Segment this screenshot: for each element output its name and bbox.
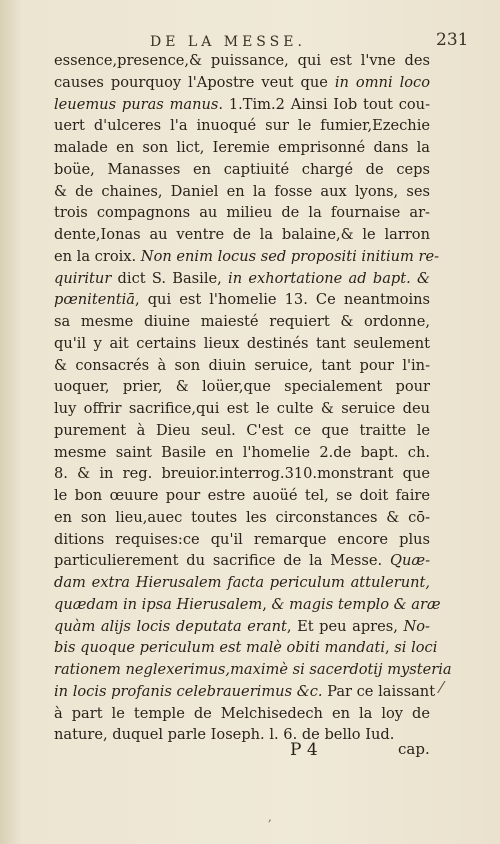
latin-quotation: si loci xyxy=(394,639,438,657)
text-line xyxy=(54,485,430,507)
running-title: DE LA MESSE. xyxy=(150,34,306,50)
latin-quotation: dam extra Hierusalem facta periculum attulerunt, xyxy=(54,574,430,591)
latin-quotation: & magis templo & aræ xyxy=(271,595,441,613)
latin-quotation: in exhortatione ad bapt. & xyxy=(228,269,430,287)
text-line xyxy=(54,616,430,638)
text-run: . 1.Tim.2 Ainsi Iob tout cou- xyxy=(218,95,431,113)
body-text xyxy=(54,50,452,746)
text-line xyxy=(54,289,430,311)
text-run: luy offrir sacrifice,qui est le culte & seruice deu xyxy=(54,400,430,417)
text-line xyxy=(54,550,430,572)
text-run: , xyxy=(385,639,395,657)
text-line xyxy=(54,637,438,659)
text-run: , xyxy=(262,595,272,613)
text-line xyxy=(54,398,430,420)
text-line xyxy=(54,333,430,355)
text-run: dente,Ionas au ventre de la balaine,& le larron xyxy=(54,226,430,243)
latin-quotation: quàm alijs locis deputata erant xyxy=(54,617,287,635)
text-line xyxy=(54,420,430,442)
text-line xyxy=(54,311,430,333)
text-run: 8. & in reg. breuior.interrog.310.monstrant que xyxy=(54,465,430,483)
text-run: Par ce laissant xyxy=(322,682,436,700)
text-line xyxy=(54,202,430,224)
text-run: essence,presence,& puissance, qui est l'vne des xyxy=(54,52,430,69)
text-run: en la croix. xyxy=(54,247,141,265)
text-line xyxy=(54,681,436,703)
latin-quotation: Quæ- xyxy=(389,552,430,570)
latin-quotation: rationem neglexerimus,maximè si sacerdotij mysteria xyxy=(54,661,452,678)
text-line xyxy=(54,703,430,725)
text-run: trois compagnons au milieu de la fournaise ar- xyxy=(54,204,430,222)
text-line xyxy=(54,572,430,594)
text-line xyxy=(54,507,430,529)
text-line xyxy=(54,137,430,159)
text-line xyxy=(54,355,430,377)
latin-quotation: in omni loco xyxy=(334,73,430,91)
text-line xyxy=(54,224,430,246)
text-run: causes pourquoy l'Apostre veut que xyxy=(54,73,335,91)
text-line xyxy=(54,268,430,290)
bottom-mark: , xyxy=(268,810,272,824)
latin-quotation: leuemus puras manus xyxy=(54,95,219,113)
text-line xyxy=(54,94,430,116)
text-run: ditions requises:ce qu'il remarque encore plus xyxy=(54,530,430,548)
latin-quotation: pœnitentiā xyxy=(54,291,135,309)
catchword: cap. xyxy=(398,740,430,758)
latin-quotation: Non enim locus sed propositi initium re- xyxy=(140,247,440,265)
latin-quotation: in locis profanis celebrauerimus &c. xyxy=(54,682,323,700)
text-line xyxy=(54,181,430,203)
text-line xyxy=(54,115,430,137)
text-run: nature, duquel parle Ioseph. l. 6. de bello Iud. xyxy=(54,726,395,744)
text-line xyxy=(54,246,440,268)
text-run: uoquer, prier, & loüer,que specialement pour xyxy=(54,378,430,396)
text-run: mesme saint Basile en l'homelie 2.de bapt. ch. xyxy=(54,443,430,461)
text-line xyxy=(54,594,441,616)
text-run: en son lieu,auec toutes les circonstances & cō- xyxy=(54,508,430,526)
text-line xyxy=(54,72,430,94)
text-run: & consacrés à son diuin seruice, tant pour l'in- xyxy=(54,356,430,374)
text-run: , Et peu apres, xyxy=(286,617,404,635)
text-line xyxy=(54,463,430,485)
signature-mark: P 4 xyxy=(290,740,318,760)
text-run: sa mesme diuine maiesté requiert & ordonne, xyxy=(54,313,430,330)
text-line xyxy=(54,159,430,181)
text-run: particulierement du sacrifice de la Messe. xyxy=(54,552,390,570)
text-line xyxy=(54,724,430,746)
latin-quotation: quædam in ipsa Hierusalem xyxy=(54,595,263,613)
text-line xyxy=(54,50,430,72)
text-line xyxy=(54,376,430,398)
text-run: le bon œuure pour estre auoüé tel, se doit faire xyxy=(54,487,430,504)
page-number: 231 xyxy=(436,30,469,50)
margin-mark: ⁄ xyxy=(440,678,443,697)
text-run: boüe, Manasses en captiuité chargé de ceps xyxy=(54,160,430,178)
latin-quotation: quiritur xyxy=(54,269,112,287)
latin-quotation: No- xyxy=(403,617,430,635)
text-run: , qui est l'homelie 13. Ce neantmoins xyxy=(134,291,430,309)
text-run: dict S. Basile, xyxy=(111,269,229,287)
latin-quotation: bis quoque periculum est malè obiti mandati xyxy=(54,639,386,657)
text-line xyxy=(54,442,430,464)
text-run: uert d'ulceres l'a inuoqué sur le fumier,Ezechie xyxy=(54,117,430,135)
text-run: malade en son lict, Ieremie emprisonné dans la xyxy=(54,139,430,156)
text-run: à part le temple de Melchisedech en la loy de xyxy=(54,704,430,722)
text-line xyxy=(54,529,430,551)
text-run: qu'il y ait certains lieux destinés tant seulement xyxy=(54,334,430,352)
text-line xyxy=(54,659,452,681)
text-run: purement à Dieu seul. C'est ce que traitte le xyxy=(54,421,430,439)
text-run: & de chaines, Daniel en la fosse aux lyons, ses xyxy=(54,182,430,200)
